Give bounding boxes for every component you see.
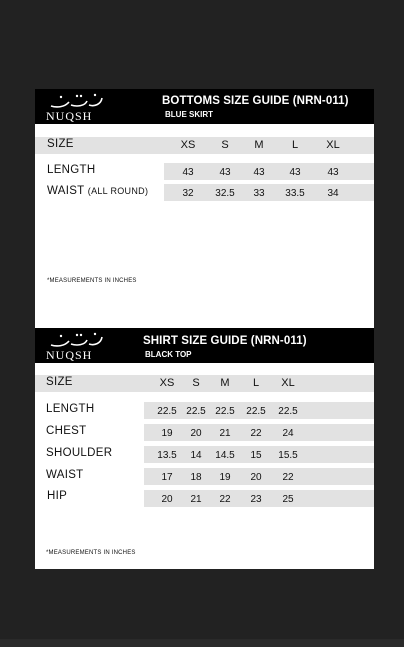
shirt-guide-title: SHIRT SIZE GUIDE (NRN-011) <box>143 335 307 347</box>
size-header-xs: XS <box>180 139 196 151</box>
table-cell: 43 <box>182 167 194 178</box>
size-header-xl: XL <box>281 377 295 389</box>
table-cell: 22 <box>219 494 231 505</box>
table-cell: 32.5 <box>215 188 235 199</box>
brand-name: NUQSH <box>46 109 93 123</box>
table-cell: 23 <box>250 494 262 505</box>
table-cell: 22 <box>282 472 294 483</box>
measurement-note: *MEASUREMENTS IN INCHES <box>47 278 137 284</box>
row-label-waist: WAIST <box>46 469 84 481</box>
table-cell: 34 <box>327 188 339 199</box>
table-cell: 15 <box>250 450 262 461</box>
size-header-l: L <box>291 139 299 151</box>
row-label-waist: WAIST (ALL ROUND) <box>47 185 149 197</box>
size-header-xs: XS <box>159 377 175 389</box>
bottoms-size-guide <box>35 89 374 327</box>
table-cell: 24 <box>282 428 294 439</box>
bottoms-guide-header <box>35 89 374 124</box>
bottom-dark-strip <box>0 639 404 647</box>
bottoms-guide-subtitle: BLUE SKIRT <box>165 110 213 119</box>
size-header-m: M <box>254 139 264 151</box>
bottoms-guide-title: BOTTOMS SIZE GUIDE (NRN-011) <box>162 95 349 107</box>
size-header-s: S <box>192 377 200 389</box>
table-cell: 13.5 <box>157 450 177 461</box>
row-label-hip: HIP <box>47 490 68 502</box>
row-label-chest: CHEST <box>46 425 87 437</box>
table-cell: 25 <box>282 494 294 505</box>
size-header-s: S <box>221 139 229 151</box>
table-cell: 14.5 <box>215 450 235 461</box>
table-cell: 20 <box>161 494 173 505</box>
table-cell: 18 <box>190 472 202 483</box>
table-cell: 21 <box>190 494 202 505</box>
table-cell: 22 <box>250 428 262 439</box>
table-cell: 17 <box>161 472 173 483</box>
table-cell: 14 <box>190 450 202 461</box>
table-cell: 43 <box>253 167 265 178</box>
calligraphy-logo-icon <box>47 331 105 349</box>
table-cell: 43 <box>219 167 231 178</box>
shirt-guide-subtitle: BLACK TOP <box>145 350 192 359</box>
table-cell: 21 <box>219 428 231 439</box>
size-header-label: SIZE <box>46 376 73 388</box>
row-label-length: LENGTH <box>46 403 95 415</box>
table-cell: 22.5 <box>246 406 266 417</box>
table-cell: 20 <box>250 472 262 483</box>
row-label-shoulder: SHOULDER <box>46 447 113 459</box>
table-cell: 33 <box>253 188 265 199</box>
table-cell: 43 <box>289 167 301 178</box>
shirt-size-guide <box>35 328 374 569</box>
table-cell: 33.5 <box>285 188 305 199</box>
size-header-xl: XL <box>326 139 340 151</box>
calligraphy-logo-icon <box>47 92 105 110</box>
table-cell: 15.5 <box>278 450 298 461</box>
table-cell: 22.5 <box>278 406 298 417</box>
table-cell: 20 <box>190 428 202 439</box>
table-cell: 32 <box>182 188 194 199</box>
size-header-m: M <box>220 377 230 389</box>
brand-logo <box>45 331 107 361</box>
table-cell: 22.5 <box>157 406 177 417</box>
size-header-label: SIZE <box>47 138 74 150</box>
table-cell: 22.5 <box>215 406 235 417</box>
size-guide-image <box>35 89 374 569</box>
measurement-note: *MEASUREMENTS IN INCHES <box>46 550 136 556</box>
table-cell: 19 <box>219 472 231 483</box>
table-cell: 22.5 <box>186 406 206 417</box>
table-cell: 43 <box>327 167 339 178</box>
row-label-length: LENGTH <box>47 164 96 176</box>
brand-logo <box>45 92 107 122</box>
brand-name: NUQSH <box>46 348 93 362</box>
size-header-l: L <box>252 377 260 389</box>
shirt-guide-header <box>35 328 374 363</box>
table-cell: 19 <box>161 428 173 439</box>
